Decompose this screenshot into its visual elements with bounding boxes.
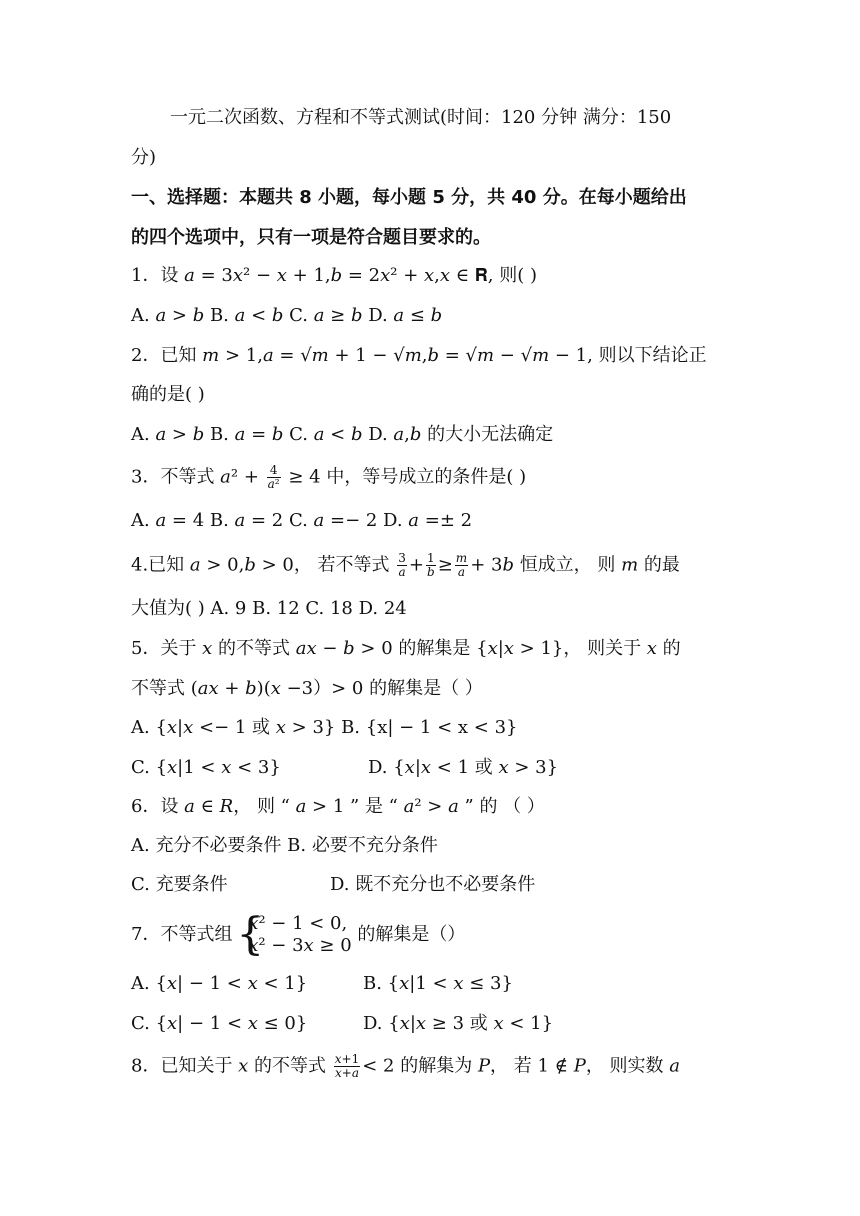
title-line-1: 一元二次函数、方程和不等式测试(时间：120 分钟 满分：150 bbox=[170, 107, 672, 128]
question-7-option-d: D. {𝑥|𝑥 ≥ 3 或 𝑥 < 1} bbox=[363, 1013, 554, 1034]
question-4-line-2: 大值为( ) A. 9 B. 12 C. 18 D. 24 bbox=[131, 598, 407, 619]
fraction-denominator: 𝑎 bbox=[457, 565, 466, 579]
question-8-fraction bbox=[334, 1053, 360, 1080]
question-3-suffix: ≥ 4 中，等号成立的条件是( ) bbox=[282, 466, 527, 488]
fraction-denominator: 𝑏 bbox=[427, 565, 435, 579]
question-5-options-ab: A. {𝑥|𝑥 <− 1 或 𝑥 > 3} B. {x| − 1 < x < 3} bbox=[131, 717, 518, 738]
question-2-line-1: 2．已知 𝑚 > 1,𝑎 = √𝑚 + 1 − √𝑚,𝑏 = √𝑚 − √𝑚 − 1, 则以下结论正 bbox=[131, 345, 707, 366]
question-3-prefix: 3．不等式 𝑎² + bbox=[131, 466, 265, 488]
inequality-system bbox=[236, 909, 352, 960]
question-3-options: A. 𝑎 = 4 B. 𝑎 = 2 C. 𝑎 =− 2 D. 𝑎 =± 2 bbox=[131, 510, 473, 531]
question-5-line-2: 不等式 (𝑎𝑥 + 𝑏)(𝑥 −3）> 0 的解集是（ ） bbox=[131, 678, 483, 699]
question-7-suffix: 的解集是（） bbox=[351, 924, 466, 945]
question-1: 1．设 𝑎 = 3𝑥² − 𝑥 + 1,𝑏 = 2𝑥² + 𝑥,𝑥 ∈ 𝐑, 则( ) bbox=[131, 265, 538, 286]
question-7-option-b: B. {𝑥|1 < 𝑥 ≤ 3} bbox=[363, 973, 513, 994]
question-5-line-1: 5．关于 𝑥 的不等式 𝑎𝑥 − 𝑏 > 0 的解集是 {𝑥|𝑥 > 1}， 则关于 𝑥 的 bbox=[131, 638, 681, 659]
question-1-options: A. 𝑎 > 𝑏 B. 𝑎 < 𝑏 C. 𝑎 ≥ 𝑏 D. 𝑎 ≤ 𝑏 bbox=[131, 305, 443, 326]
question-7-prefix: 7．不等式组 bbox=[131, 924, 239, 945]
question-8 bbox=[131, 1053, 680, 1080]
fraction-numerator: 3 bbox=[398, 551, 406, 565]
fraction-numerator: 1 bbox=[427, 551, 435, 565]
question-4-prefix: 4.已知 𝑎 > 0,𝑏 > 0， 若不等式 bbox=[131, 554, 396, 576]
question-3-fraction bbox=[267, 464, 281, 491]
title-line-2: 分) bbox=[131, 147, 157, 168]
question-8-prefix: 8．已知关于 𝑥 的不等式 bbox=[131, 1055, 332, 1077]
question-8-suffix: < 2 的解集为 𝑃， 若 1 ∉ 𝑃， 则实数 𝑎 bbox=[362, 1055, 681, 1077]
left-brace-icon: { bbox=[236, 909, 265, 960]
fraction-numerator: 𝑥+1 bbox=[334, 1052, 360, 1066]
question-5-option-d: D. {𝑥|𝑥 < 1 或 𝑥 > 3} bbox=[368, 757, 559, 778]
fraction-denominator: 𝑎 bbox=[398, 565, 406, 579]
question-7-option-c: C. {𝑥| − 1 < 𝑥 ≤ 0} bbox=[131, 1013, 308, 1034]
question-7 bbox=[131, 909, 466, 960]
question-4-fraction-2 bbox=[426, 552, 436, 579]
question-4-fraction-1 bbox=[397, 552, 407, 579]
section-heading-line-1: 一、选择题：本题共 8 小题，每小题 5 分，共 40 分。在每小题给出 bbox=[131, 187, 687, 208]
question-4-suffix: + 3𝑏 恒成立， 则 𝑚 的最 bbox=[470, 554, 680, 576]
question-2-options: A. 𝑎 > 𝑏 B. 𝑎 = 𝑏 C. 𝑎 < 𝑏 D. 𝑎,𝑏 的大小无法确定 bbox=[131, 424, 554, 445]
system-row-1: 𝑥² − 1 < 0, bbox=[248, 913, 348, 934]
fraction-denominator: 𝑥+𝑎 bbox=[335, 1066, 359, 1080]
fraction-numerator: 4 bbox=[267, 464, 281, 478]
question-4-line-1 bbox=[131, 552, 680, 579]
question-3 bbox=[131, 464, 526, 491]
question-6-option-c: C. 充要条件 bbox=[131, 874, 228, 895]
question-5-option-c: C. {𝑥|1 < 𝑥 < 3} bbox=[131, 757, 281, 778]
question-2-line-2: 确的是( ) bbox=[131, 384, 205, 405]
fraction-denominator: 𝑎² bbox=[267, 477, 280, 491]
plus-sign: + bbox=[408, 554, 425, 576]
fraction-numerator: 𝑚 bbox=[455, 551, 468, 565]
question-6-option-d: D. 既不充分也不必要条件 bbox=[330, 874, 536, 895]
ge-sign: ≥ bbox=[437, 554, 453, 576]
question-7-option-a: A. {𝑥| − 1 < 𝑥 < 1} bbox=[131, 973, 308, 994]
question-4-fraction-3 bbox=[455, 552, 468, 579]
section-heading-line-2: 的四个选项中，只有一项是符合题目要求的。 bbox=[131, 227, 491, 248]
question-6: 6．设 𝑎 ∈ 𝑅， 则 “ 𝑎 > 1 ” 是 “ 𝑎² > 𝑎 ” 的 （ ） bbox=[131, 796, 545, 817]
system-row-2: 𝑥² − 3𝑥 ≥ 0 bbox=[248, 935, 352, 956]
question-6-options-ab: A. 充分不必要条件 B. 必要不充分条件 bbox=[131, 835, 438, 856]
